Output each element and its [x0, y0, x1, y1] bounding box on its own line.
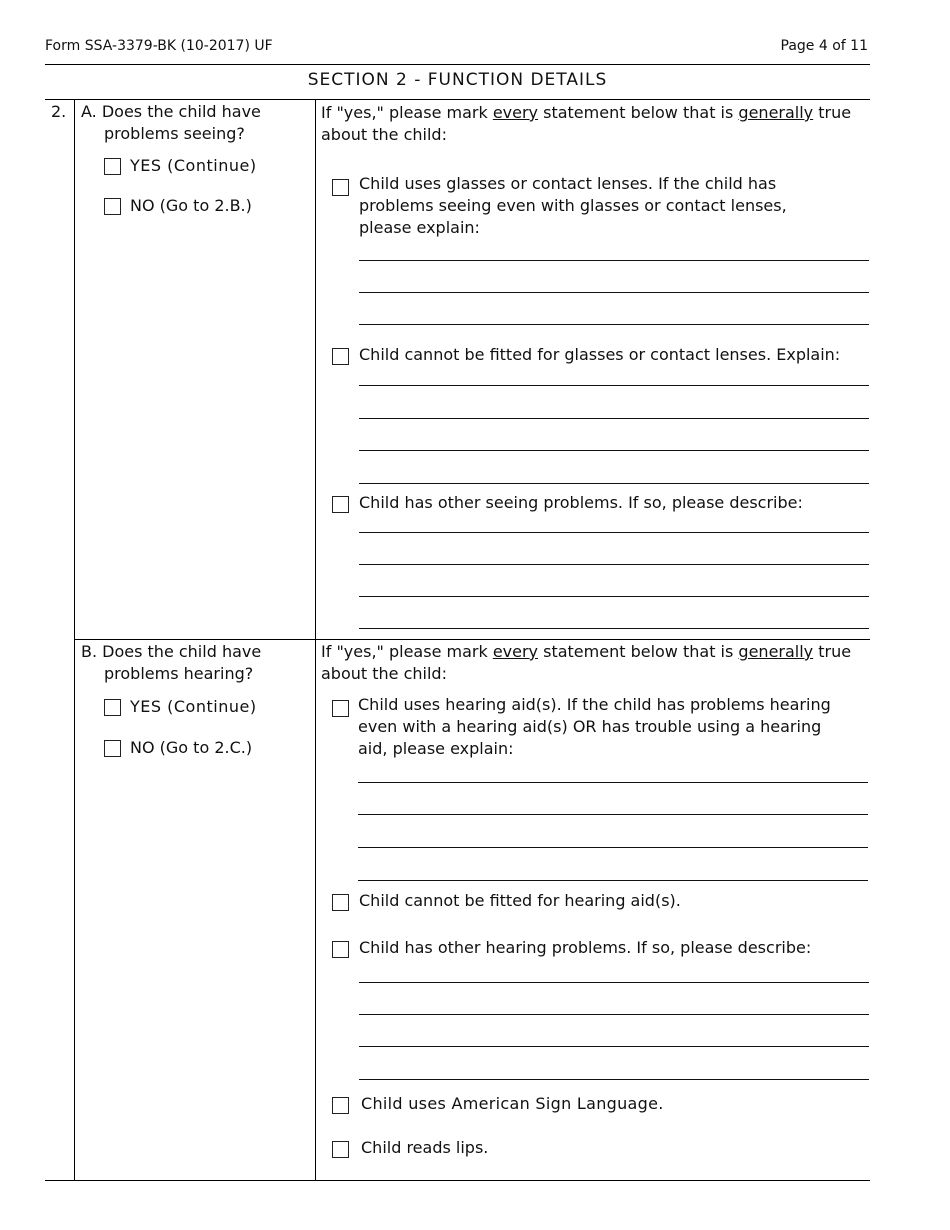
glasses-checkbox[interactable] [332, 179, 349, 196]
part-b-no-label: NO (Go to 2.C.) [130, 738, 253, 757]
answer-line[interactable] [358, 814, 868, 815]
intro-text: true [813, 642, 852, 661]
form-id: Form SSA-3379-BK (10-2017) UF [45, 38, 273, 54]
other-hearing-checkbox[interactable] [332, 941, 349, 958]
part-a-no-checkbox[interactable] [104, 198, 121, 215]
cannot-fit-glasses-checkbox[interactable] [332, 348, 349, 365]
answer-line[interactable] [359, 385, 869, 386]
part-a-yes-checkbox[interactable] [104, 158, 121, 175]
part-b-intro-line2: about the child: [321, 664, 447, 683]
statement-line: aid, please explain: [358, 739, 514, 758]
part-b-question-line1: B. Does the child have [81, 642, 262, 661]
part-divider-rule [74, 639, 870, 640]
number-column-rule [74, 99, 75, 1181]
intro-text: statement below that is [538, 642, 739, 661]
header-rule [45, 64, 870, 65]
answer-line[interactable] [358, 847, 868, 848]
cannot-fit-glasses-statement: Child cannot be fitted for glasses or contact lenses. Explain: [359, 345, 841, 364]
answer-line[interactable] [359, 564, 869, 565]
page-number: Page 4 of 11 [780, 38, 868, 54]
part-b-intro [321, 641, 851, 663]
answer-line[interactable] [359, 260, 869, 261]
part-b-question-line2: problems hearing? [104, 664, 254, 683]
answer-line[interactable] [359, 483, 869, 484]
other-seeing-checkbox[interactable] [332, 496, 349, 513]
table-bottom-rule [45, 1180, 870, 1181]
answer-line[interactable] [359, 1046, 869, 1047]
statement-line: Child uses glasses or contact lenses. If the child has [359, 174, 777, 193]
intro-every: every [492, 642, 539, 661]
part-a-question-line1: A. Does the child have [81, 102, 261, 121]
reads-lips-checkbox[interactable] [332, 1141, 349, 1158]
statement-line: Child uses hearing aid(s). If the child has problems hearing [358, 695, 831, 714]
part-a-intro-line2: about the child: [321, 125, 447, 144]
section-title: SECTION 2 - FUNCTION DETAILS [307, 70, 608, 90]
other-hearing-statement: Child has other hearing problems. If so, please describe: [359, 938, 812, 957]
cannot-fit-hearing-aid-statement: Child cannot be fitted for hearing aid(s). [359, 891, 681, 910]
answer-line[interactable] [358, 880, 868, 881]
intro-text: If "yes," please mark [321, 103, 493, 122]
intro-every: every [492, 103, 539, 122]
part-a-no-label: NO (Go to 2.B.) [130, 196, 252, 215]
answer-line[interactable] [359, 450, 869, 451]
hearing-aid-checkbox[interactable] [332, 700, 349, 717]
answer-line[interactable] [359, 628, 869, 629]
intro-generally: generally [738, 642, 814, 661]
other-seeing-statement: Child has other seeing problems. If so, please describe: [359, 493, 803, 512]
cannot-fit-hearing-aid-checkbox[interactable] [332, 894, 349, 911]
answer-line[interactable] [358, 782, 868, 783]
answer-line[interactable] [359, 324, 869, 325]
table-top-rule [45, 99, 870, 100]
hearing-aid-statement [358, 694, 831, 760]
sign-language-statement: Child uses American Sign Language. [361, 1094, 664, 1113]
answer-line[interactable] [359, 982, 869, 983]
intro-text: If "yes," please mark [321, 642, 493, 661]
answer-line[interactable] [359, 532, 869, 533]
part-b-yes-checkbox[interactable] [104, 699, 121, 716]
question-column-rule [315, 99, 316, 1181]
part-a-intro [321, 102, 851, 124]
statement-line: even with a hearing aid(s) OR has trouble using a hearing [358, 717, 822, 736]
intro-text: true [813, 103, 852, 122]
intro-generally: generally [738, 103, 814, 122]
answer-line[interactable] [359, 418, 869, 419]
statement-line: problems seeing even with glasses or contact lenses, [359, 196, 787, 215]
part-b-yes-label: YES (Continue) [130, 697, 257, 716]
answer-line[interactable] [359, 292, 869, 293]
part-b-no-checkbox[interactable] [104, 740, 121, 757]
intro-text: statement below that is [538, 103, 739, 122]
sign-language-checkbox[interactable] [332, 1097, 349, 1114]
glasses-statement [359, 173, 787, 239]
answer-line[interactable] [359, 596, 869, 597]
question-number: 2. [51, 102, 67, 121]
part-a-question-line2: problems seeing? [104, 124, 245, 143]
reads-lips-statement: Child reads lips. [361, 1138, 489, 1157]
part-a-yes-label: YES (Continue) [130, 156, 257, 175]
statement-line: please explain: [359, 218, 480, 237]
answer-line[interactable] [359, 1079, 869, 1080]
answer-line[interactable] [359, 1014, 869, 1015]
